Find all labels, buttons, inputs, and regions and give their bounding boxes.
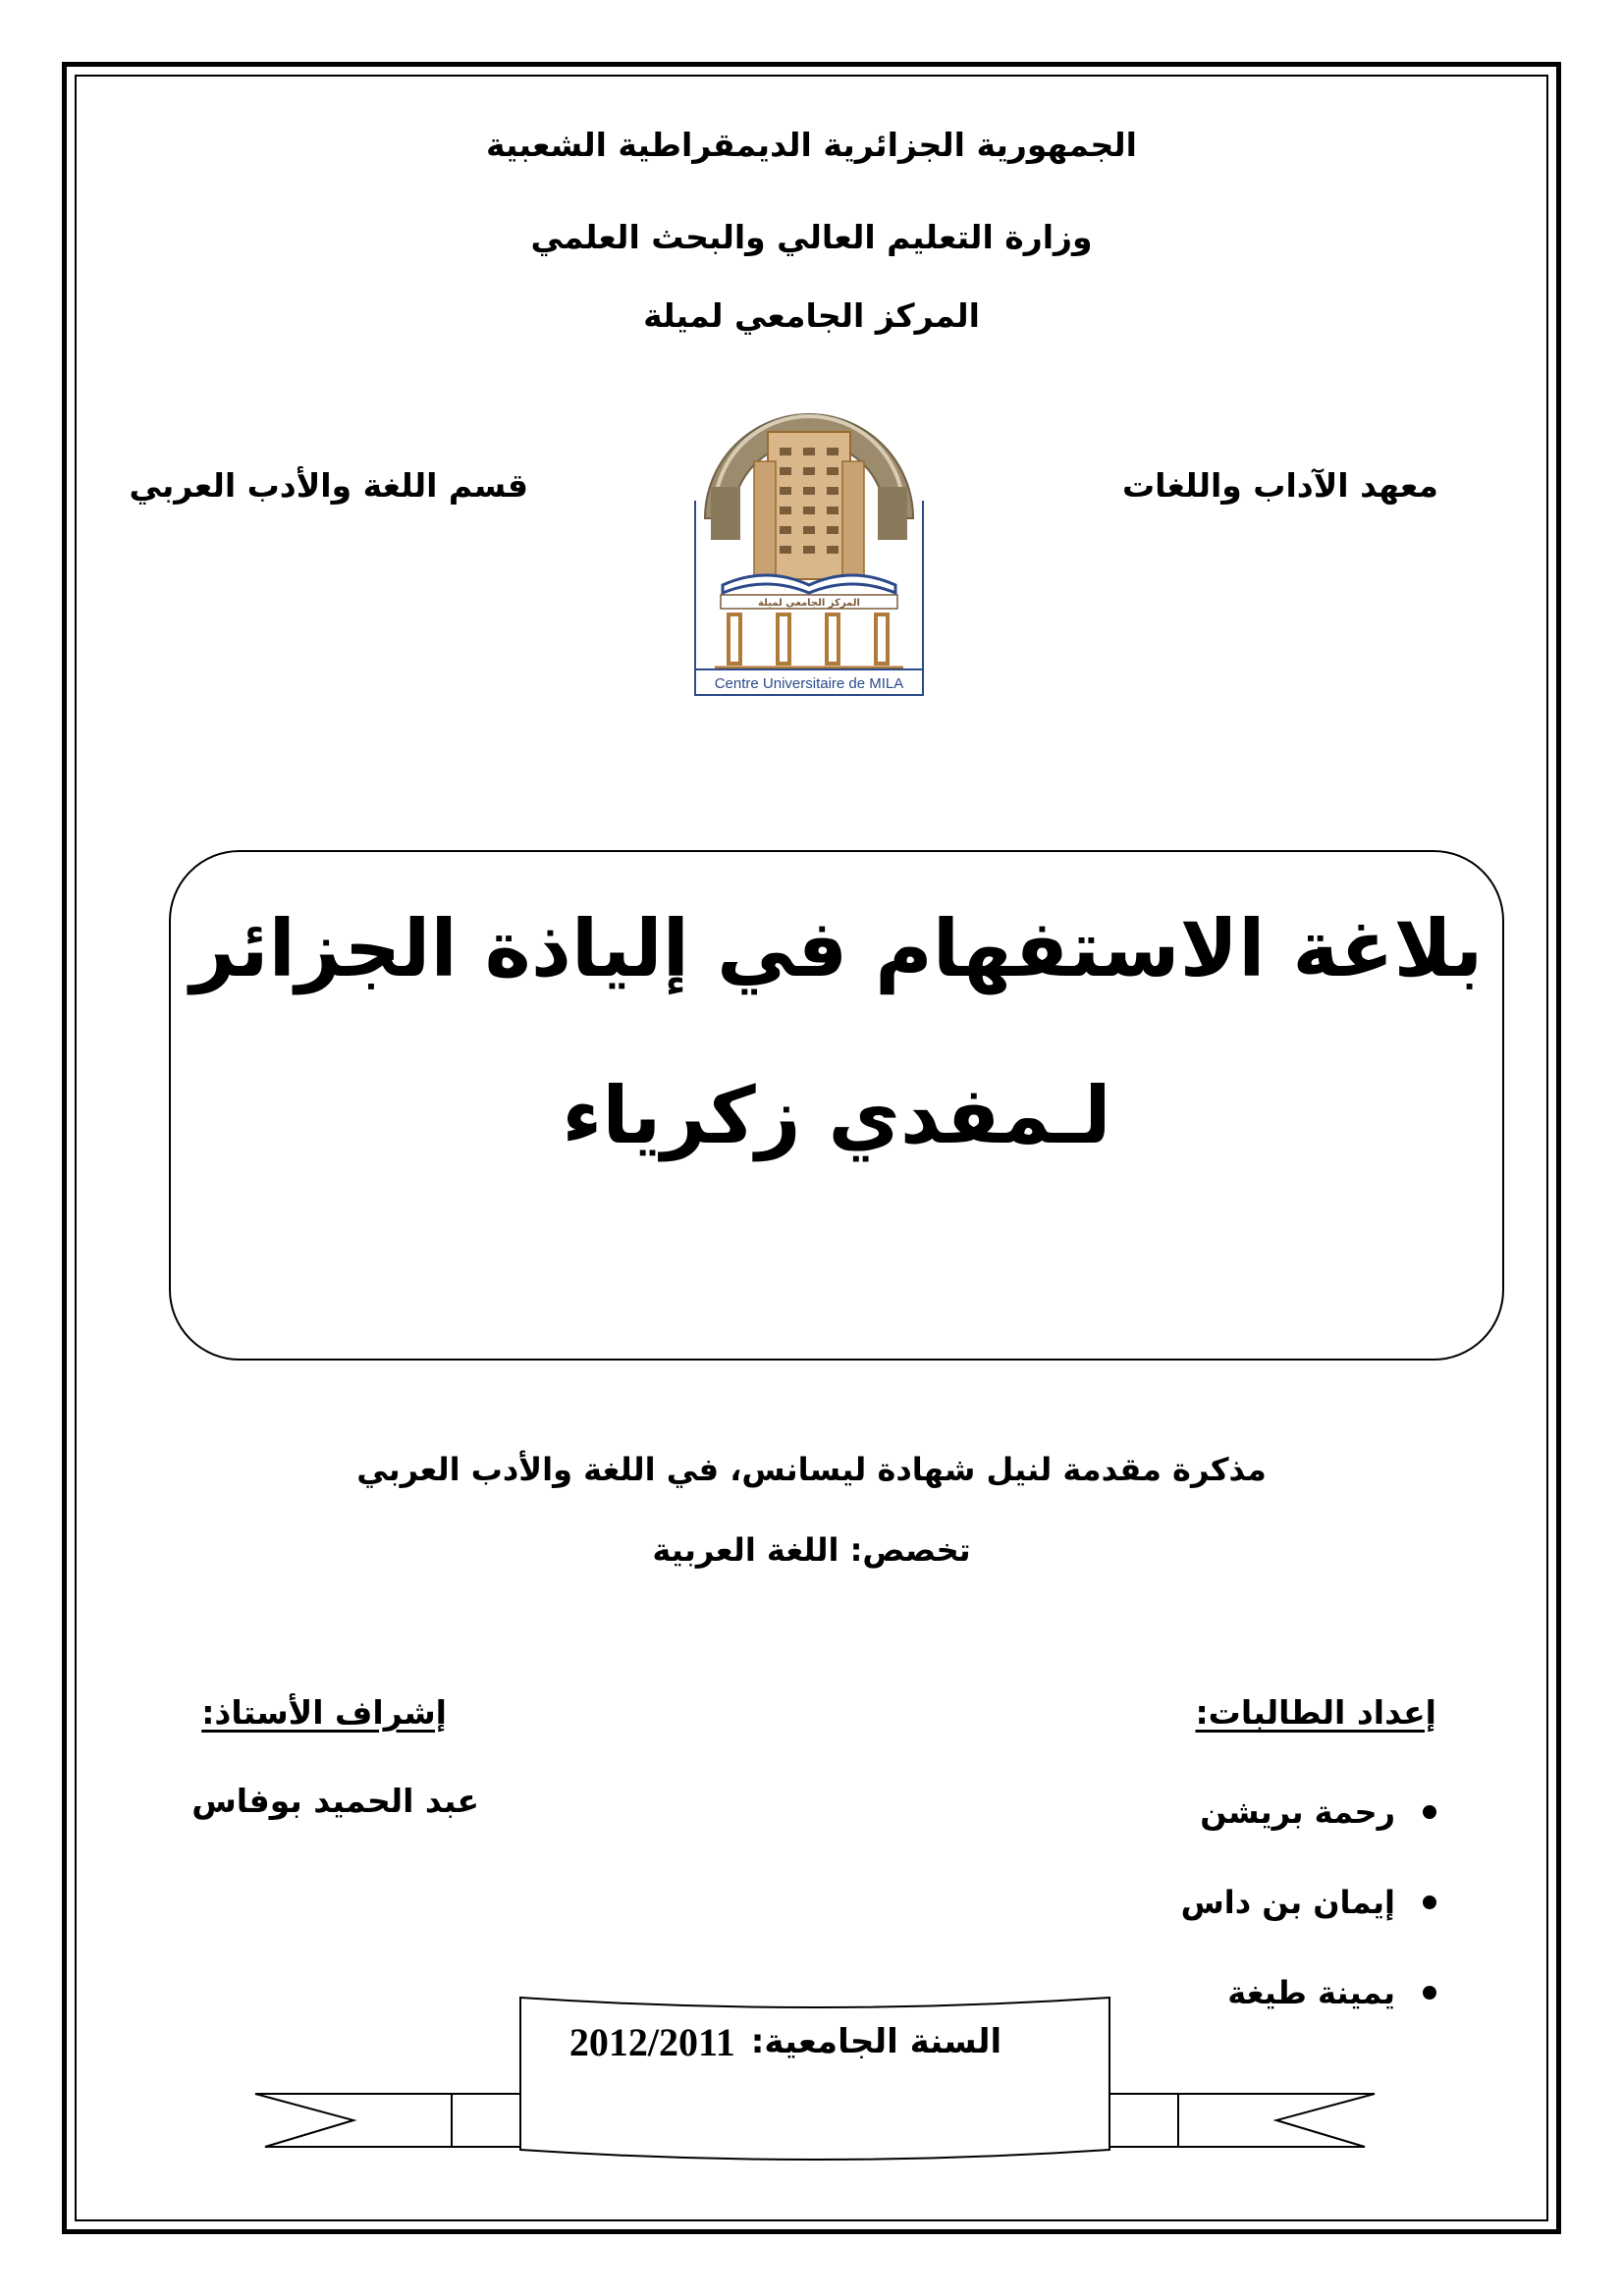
students-heading: إعداد الطالبات:	[1195, 1693, 1436, 1732]
logo-arabic-caption: المركز الجامعي لميلة	[758, 598, 860, 609]
supervisor-heading: إشراف الأستاذ:	[201, 1693, 447, 1732]
academic-year-label: السنة الجامعية:	[750, 2022, 1002, 2061]
memo-purpose: مذكرة مقدمة لنيل شهادة ليسانس، في اللغة والأدب العربي	[356, 1451, 1267, 1488]
thesis-title-line2: لـمفدي زكرياء	[562, 1070, 1111, 1161]
institute-label: معهد الآداب واللغات	[1121, 466, 1438, 505]
student-item	[1181, 1857, 1436, 1948]
student-name: يمينة طيغة	[1227, 1974, 1395, 2011]
republic-heading: الجمهورية الجزائرية الديمقراطية الشعبية	[486, 126, 1137, 164]
student-name: إيمان بن داس	[1180, 1884, 1395, 1921]
academic-year	[520, 2007, 1051, 2076]
thesis-title-line1: بلاغة الاستفهام في إلياذة الجزائر	[189, 903, 1484, 994]
memo-specialty: تخصص: اللغة العربية	[652, 1531, 971, 1569]
logo-caption: Centre Universitaire de MILA	[714, 675, 904, 692]
center-heading: المركز الجامعي لميلة	[643, 296, 980, 335]
student-name: رحمة بريشن	[1200, 1793, 1395, 1831]
supervisor-name: عبد الحميد بوفاس	[191, 1782, 479, 1820]
student-item	[1181, 1767, 1436, 1857]
bullet-icon	[1423, 1805, 1436, 1819]
bullet-icon	[1423, 1986, 1436, 2000]
department-label: قسم اللغة والأدب العربي	[129, 466, 528, 505]
ministry-heading: وزارة التعليم العالي والبحث العلمي	[530, 218, 1093, 256]
university-logo	[693, 393, 925, 699]
academic-year-value: 2012/2011	[568, 2019, 735, 2064]
bullet-icon	[1423, 1896, 1436, 1909]
